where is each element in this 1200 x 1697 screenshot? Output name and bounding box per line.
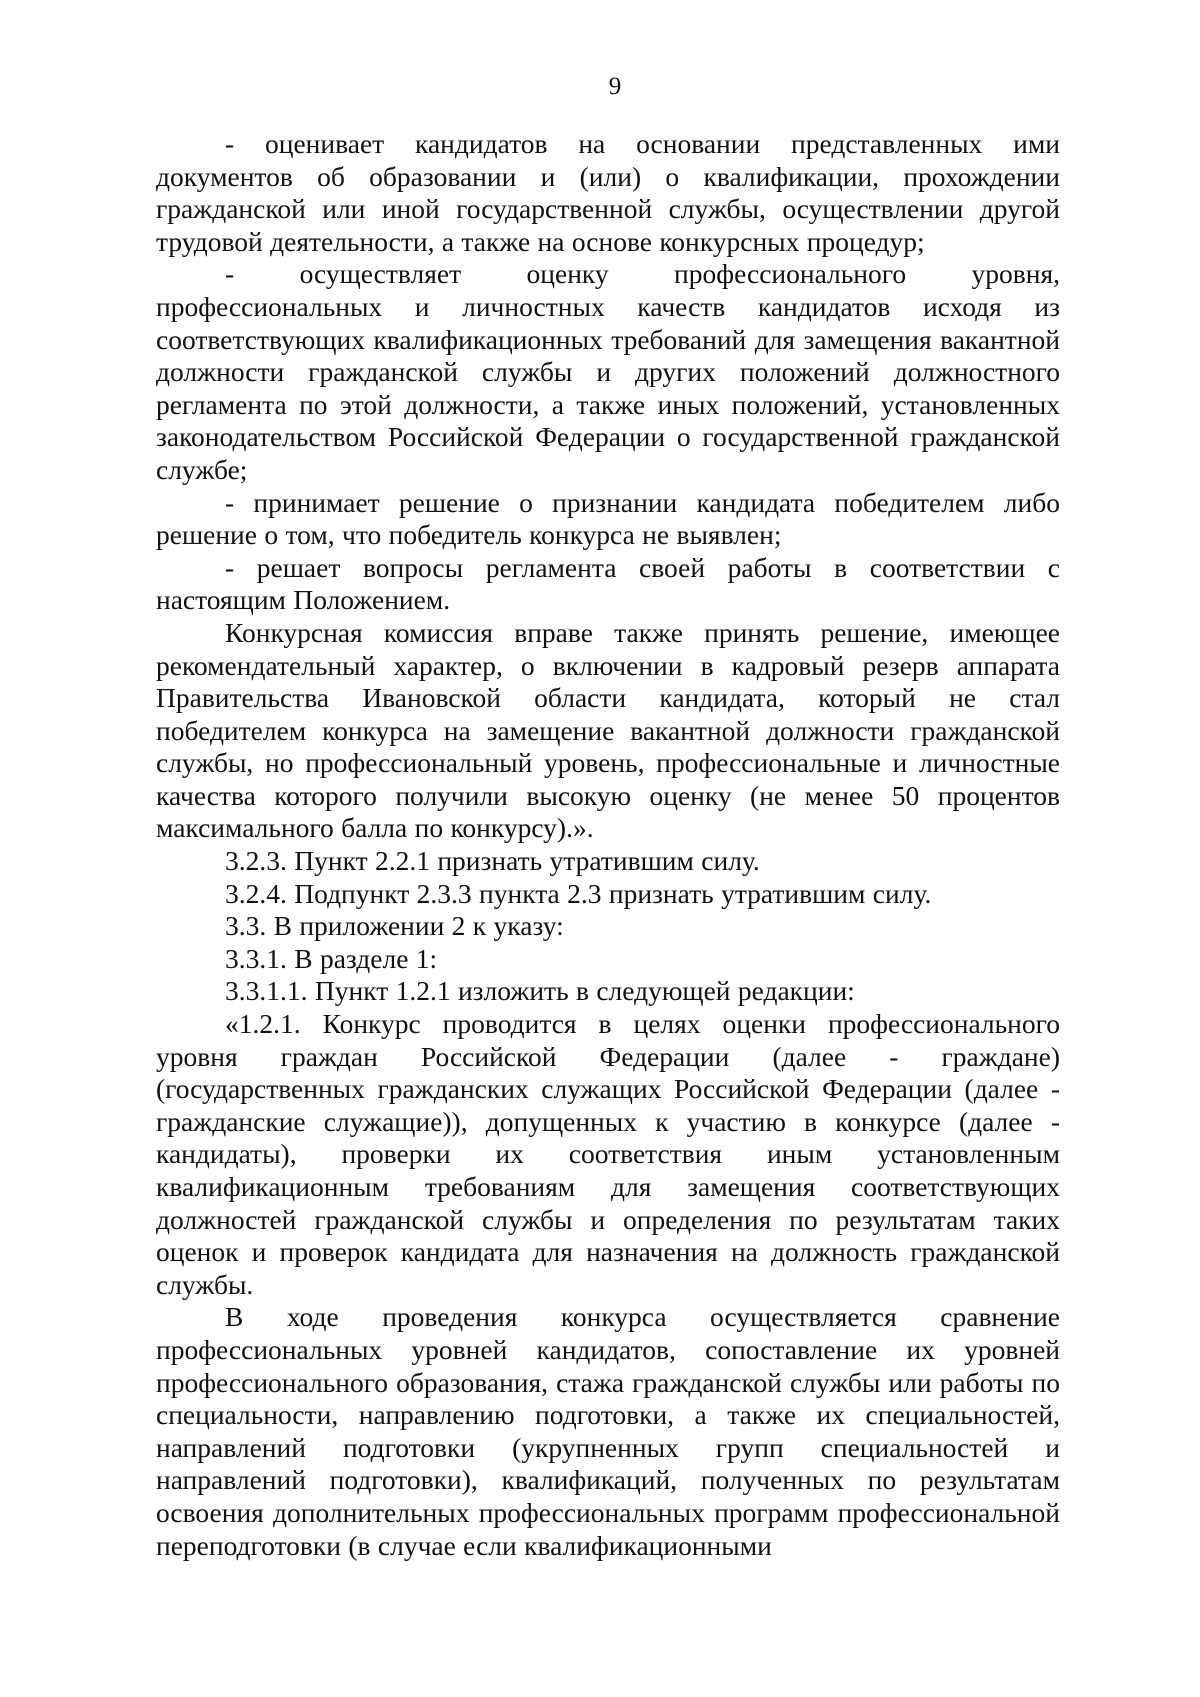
paragraph-3-3: 3.3. В приложении 2 к указу: [225, 910, 564, 942]
paragraph-assesses-professional-level: - осуществляет оценку профессионального уровня, профессиональных и личностных качеств кандидатов исходя из соответствующих квалификационных требований для замещения вакантной должности гражданской службы и других положений должностного регламента по этой должности, а также иных положений, установленных законодательством Российской Федерации о государственной гражданской службе; [156, 258, 1060, 485]
paragraph-3-2-3: 3.2.3. Пункт 2.2.1 признать утратившим силу. [225, 845, 760, 877]
paragraph-evaluates-candidates: - оценивает кандидатов на основании представленных ими документов об образовании и (или) о квалификации, прохождении гражданской или иной государственной службы, осуществлении другой трудовой деятельности, а также на основе конкурсных процедур; [156, 128, 1060, 257]
paragraph-decides-regulations: - решает вопросы регламента своей работы в соответствии с настоящим Положением. [156, 551, 1060, 616]
paragraph-makes-decision: - принимает решение о признании кандидата победителем либо решение о том, что победитель конкурса не выявлен; [156, 486, 1060, 551]
paragraph-3-3-1-1: 3.3.1.1. Пункт 1.2.1 изложить в следующей редакции: [225, 975, 855, 1007]
paragraph-1-2-1-contest-purpose: «1.2.1. Конкурс проводится в целях оценки профессионального уровня граждан Российской Федерации (далее - граждане) (государственных гражданских служащих Российской Федерации (далее - гражданские служащие)), допущенных к участию в конкурсе (далее - кандидаты), проверки их соответствия иным установленным квалификационным требованиям для замещения соответствующих должностей гражданской службы и определения по результатам таких оценок и проверок кандидата для назначения на должность гражданской службы. [156, 1008, 1060, 1300]
paragraph-commission-reserve: Конкурсная комиссия вправе также принять решение, имеющее рекомендательный характер, о включении в кадровый резерв аппарата Правительства Ивановской области кандидата, который не стал победителем конкурса на замещение вакантной должности гражданской службы, но профессиональный уровень, профессиональные и личностные качества которого получили высокую оценку (не менее 50 процентов максимального балла по конкурсу).». [156, 616, 1060, 844]
paragraph-3-2-4: 3.2.4. Подпункт 2.3.3 пункта 2.3 признать утратившим силу. [225, 877, 932, 909]
document-body [156, 128, 1060, 1562]
paragraph-contest-comparison: В ходе проведения конкурса осуществляется сравнение профессиональных уровней кандидатов, сопоставление их уровней профессионального образования, стажа гражданской службы или работы по специальности, направлению подготовки, а также их специальностей, направлений подготовки (укрупненных групп специальностей и направлений подготовки), квалификаций, полученных по результатам освоения дополнительных профессиональных программ профессиональной переподготовки (в случае если квалификационными [156, 1301, 1060, 1561]
page-number: 9 [608, 73, 622, 100]
paragraph-3-3-1: 3.3.1. В разделе 1: [225, 942, 438, 974]
